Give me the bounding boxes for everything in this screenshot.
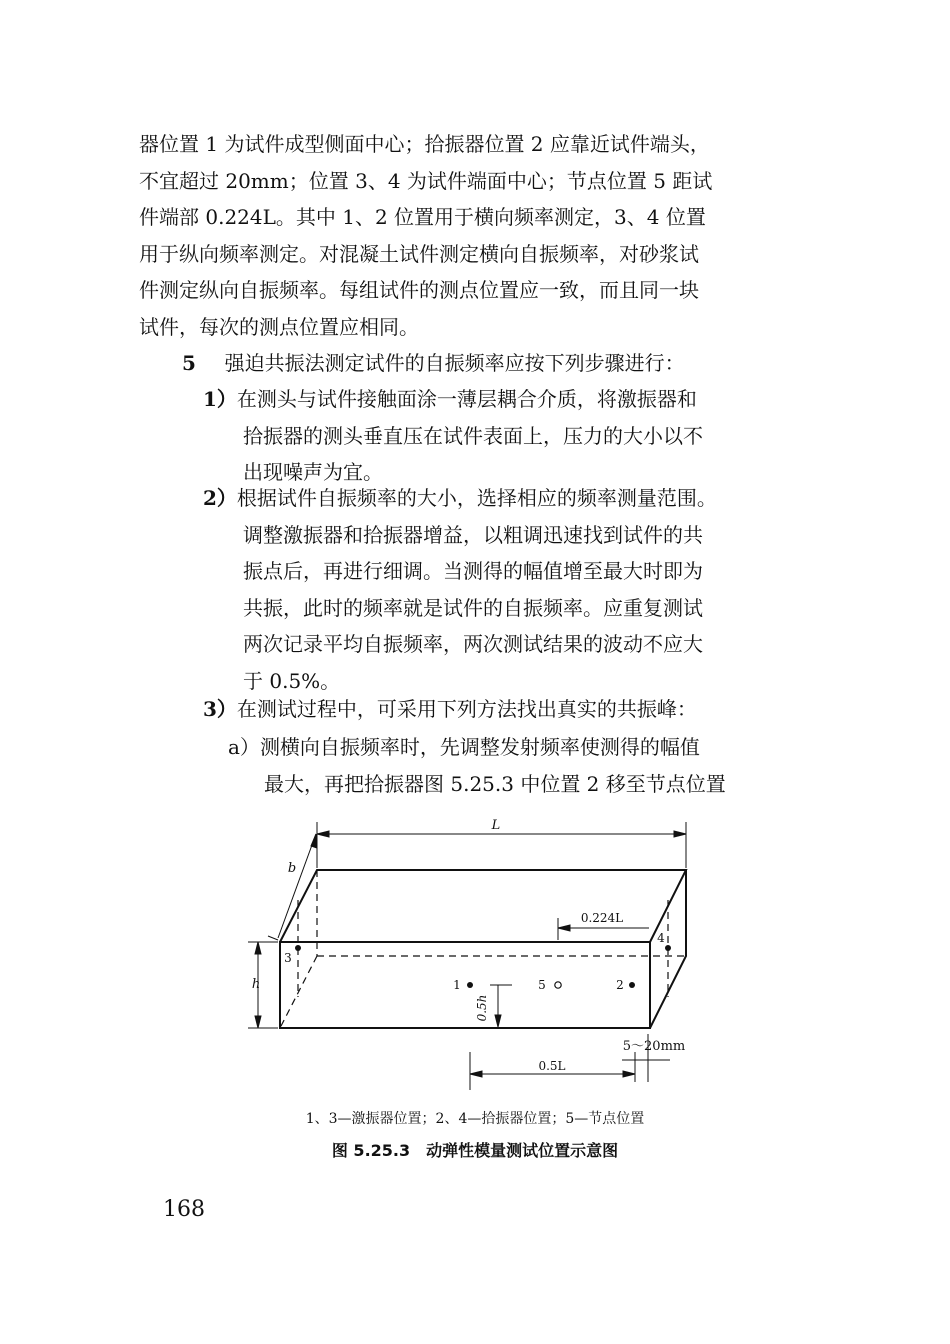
text-line: 共振，此时的频率就是试件的自振频率。应重复测试 bbox=[243, 595, 703, 620]
specimen-front-face bbox=[280, 942, 650, 1028]
text-line: 调整激振器和拾振器增益，以粗调迅速找到试件的共 bbox=[243, 522, 703, 547]
intro-paragraph bbox=[139, 126, 804, 345]
step-2 bbox=[203, 480, 803, 699]
substep-a-label: a） bbox=[228, 735, 260, 759]
figure-caption-number: 图 5.25.3 bbox=[331, 1141, 411, 1160]
item-5-number: 5 bbox=[182, 351, 196, 375]
item-5-text: 强迫共振法测定试件的自振频率应按下列步骤进行： bbox=[224, 351, 685, 375]
step-2-number: 2） bbox=[203, 486, 237, 510]
text-line: 于 0.5%。 bbox=[243, 668, 341, 693]
text-line: 根据试件自振频率的大小，选择相应的频率测量范围。 bbox=[236, 486, 717, 510]
dim-node-label: 0.224L bbox=[580, 911, 624, 925]
text-line: 件测定纵向自振频率。每组试件的测点位置应一致，而且同一块 bbox=[139, 278, 699, 302]
text-line: 两次记录平均自振频率，两次测试结果的波动不应大 bbox=[243, 632, 703, 656]
figure-caption bbox=[0, 1138, 950, 1161]
substep-a bbox=[228, 729, 803, 802]
dim-width-label: b bbox=[287, 861, 297, 876]
text-line: 出现噪声为宜。 bbox=[243, 460, 383, 484]
figure-caption-title: 动弹性模量测试位置示意图 bbox=[426, 1141, 619, 1160]
figure-legend: 1、3—激振器位置；2、4—拾振器位置；5—节点位置 bbox=[305, 1111, 645, 1127]
item-5 bbox=[182, 345, 802, 382]
step-1-number: 1） bbox=[203, 387, 237, 411]
text-line: 用于纵向频率测定。对混凝土试件测定横向自振频率，对砂浆试 bbox=[139, 241, 699, 266]
point-1-label: 1 bbox=[453, 978, 461, 992]
text-line: 在测试过程中，可采用下列方法找出真实的共振峰： bbox=[236, 697, 697, 721]
point-3-marker bbox=[295, 945, 301, 951]
text-line: 件端部 0.224L。其中 1、2 位置用于横向频率测定，3、4 位置 bbox=[139, 205, 706, 229]
specimen-top-face bbox=[280, 870, 686, 942]
dim-end-gap-label: 5～20mm bbox=[622, 1039, 686, 1054]
text-line: 振点后，再进行细调。当测得的幅值增至最大时即为 bbox=[243, 559, 703, 583]
dim-half-length-label: 0.5L bbox=[538, 1059, 566, 1073]
dim-height-label: h bbox=[251, 977, 261, 992]
point-2-marker bbox=[629, 982, 635, 988]
step-1 bbox=[203, 381, 803, 491]
dim-length-label: L bbox=[491, 818, 501, 833]
point-5-label: 5 bbox=[538, 978, 546, 992]
point-4-marker bbox=[665, 945, 671, 951]
text-line: 试件，每次的测点位置应相同。 bbox=[139, 314, 419, 339]
page-number: 168 bbox=[163, 1197, 205, 1222]
step-3-number: 3） bbox=[203, 697, 237, 721]
text-line: 在测头与试件接触面涂一薄层耦合介质，将激振器和 bbox=[236, 387, 697, 411]
point-3-label: 3 bbox=[284, 951, 292, 965]
text-line: 测横向自振频率时，先调整发射频率使测得的幅值 bbox=[259, 735, 700, 759]
point-4-label: 4 bbox=[657, 931, 665, 945]
text-line: 拾振器的测头垂直压在试件表面上，压力的大小以不 bbox=[243, 423, 703, 448]
step-3 bbox=[203, 691, 803, 728]
point-1-marker bbox=[467, 982, 473, 988]
point-2-label: 2 bbox=[616, 978, 624, 992]
dim-half-height-label: 0.5h bbox=[475, 994, 489, 1022]
text-line: 器位置 1 为试件成型侧面中心；拾振器位置 2 应靠近试件端头， bbox=[139, 132, 710, 156]
specimen-diagram bbox=[230, 812, 710, 1112]
point-5-marker bbox=[555, 982, 561, 988]
text-line: 最大，再把拾振器图 5.25.3 中位置 2 移至节点位置 bbox=[264, 771, 726, 796]
text-line: 不宜超过 20mm；位置 3、4 为试件端面中心；节点位置 5 距试 bbox=[139, 168, 713, 193]
